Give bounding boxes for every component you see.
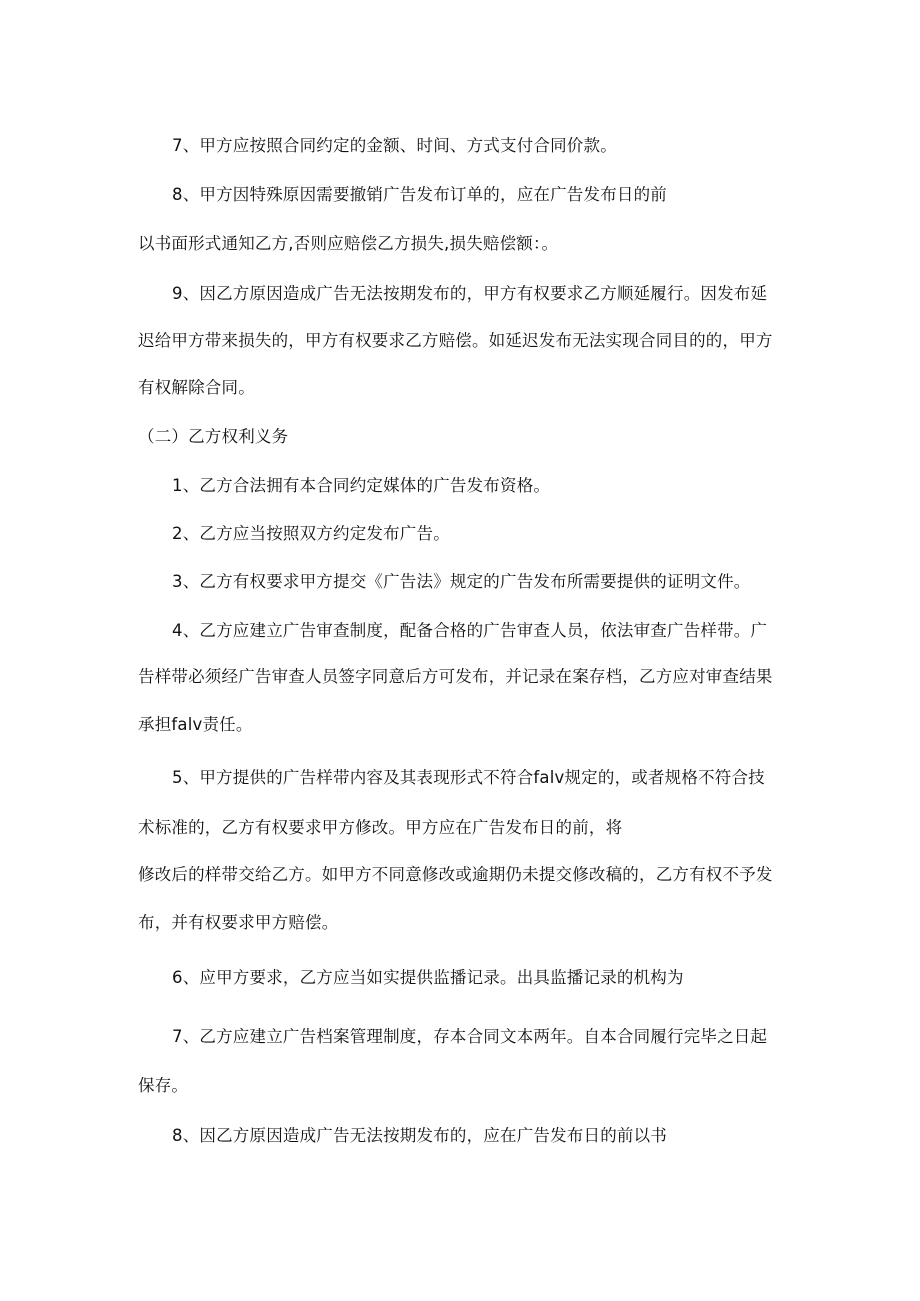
clause-a9-cont2: 有权解除合同。 (138, 378, 255, 397)
clause-b4: 4、乙方应建立广告审查制度，配备合格的广告审查人员，依法审查广告样带。广 (172, 621, 768, 640)
clause-a9-cont1: 迟给甲方带来损失的，甲方有权要求乙方赔偿。如延迟发布无法实现合同目的的，甲方 (138, 331, 773, 350)
clause-a8: 8、甲方因特殊原因需要撤销广告发布订单的，应在广告发布日的前 (172, 185, 667, 204)
clause-b8: 8、因乙方原因造成广告无法按期发布的，应在广告发布日的前以书 (172, 1126, 667, 1145)
clause-b3: 3、乙方有权要求甲方提交《广告法》规定的广告发布所需要提供的证明文件。 (172, 572, 751, 591)
clause-b5: 5、甲方提供的广告样带内容及其表现形式不符合falv规定的，或者规格不符合技 (172, 768, 765, 787)
clause-b4-cont2: 承担falv责任。 (138, 715, 253, 734)
clause-b5-cont2: 修改后的样带交给乙方。如甲方不同意修改或逾期仍未提交修改稿的，乙方有权不予发 (138, 865, 773, 884)
section-heading-yifang: （二）乙方权利义务 (138, 427, 289, 446)
clause-a8-cont: 以书面形式通知乙方,否则应赔偿乙方损失,损失赔偿额：。 (138, 234, 559, 253)
clause-b2: 2、乙方应当按照双方约定发布广告。 (172, 524, 450, 543)
clause-a7: 7、甲方应按照合同约定的金额、时间、方式支付合同价款。 (172, 136, 617, 155)
clause-b5-cont3: 布，并有权要求甲方赔偿。 (138, 913, 339, 932)
clause-b7: 7、乙方应建立广告档案管理制度，存本合同文本两年。自本合同履行完毕之日起 (172, 1027, 768, 1046)
clause-b7-cont: 保存。 (138, 1076, 189, 1095)
clause-b6: 6、应甲方要求，乙方应当如实提供监播记录。出具监播记录的机构为 (172, 968, 684, 987)
clause-a9: 9、因乙方原因造成广告无法按期发布的，甲方有权要求乙方顺延履行。因发布延 (172, 284, 768, 303)
clause-b1: 1、乙方合法拥有本合同约定媒体的广告发布资格。 (172, 476, 551, 495)
clause-b4-cont1: 告样带必须经广告审查人员签字同意后方可发布，并记录在案存档，乙方应对审查结果 (138, 667, 773, 686)
clause-b5-cont1: 术标准的，乙方有权要求甲方修改。甲方应在广告发布日的前，将 (138, 818, 623, 837)
